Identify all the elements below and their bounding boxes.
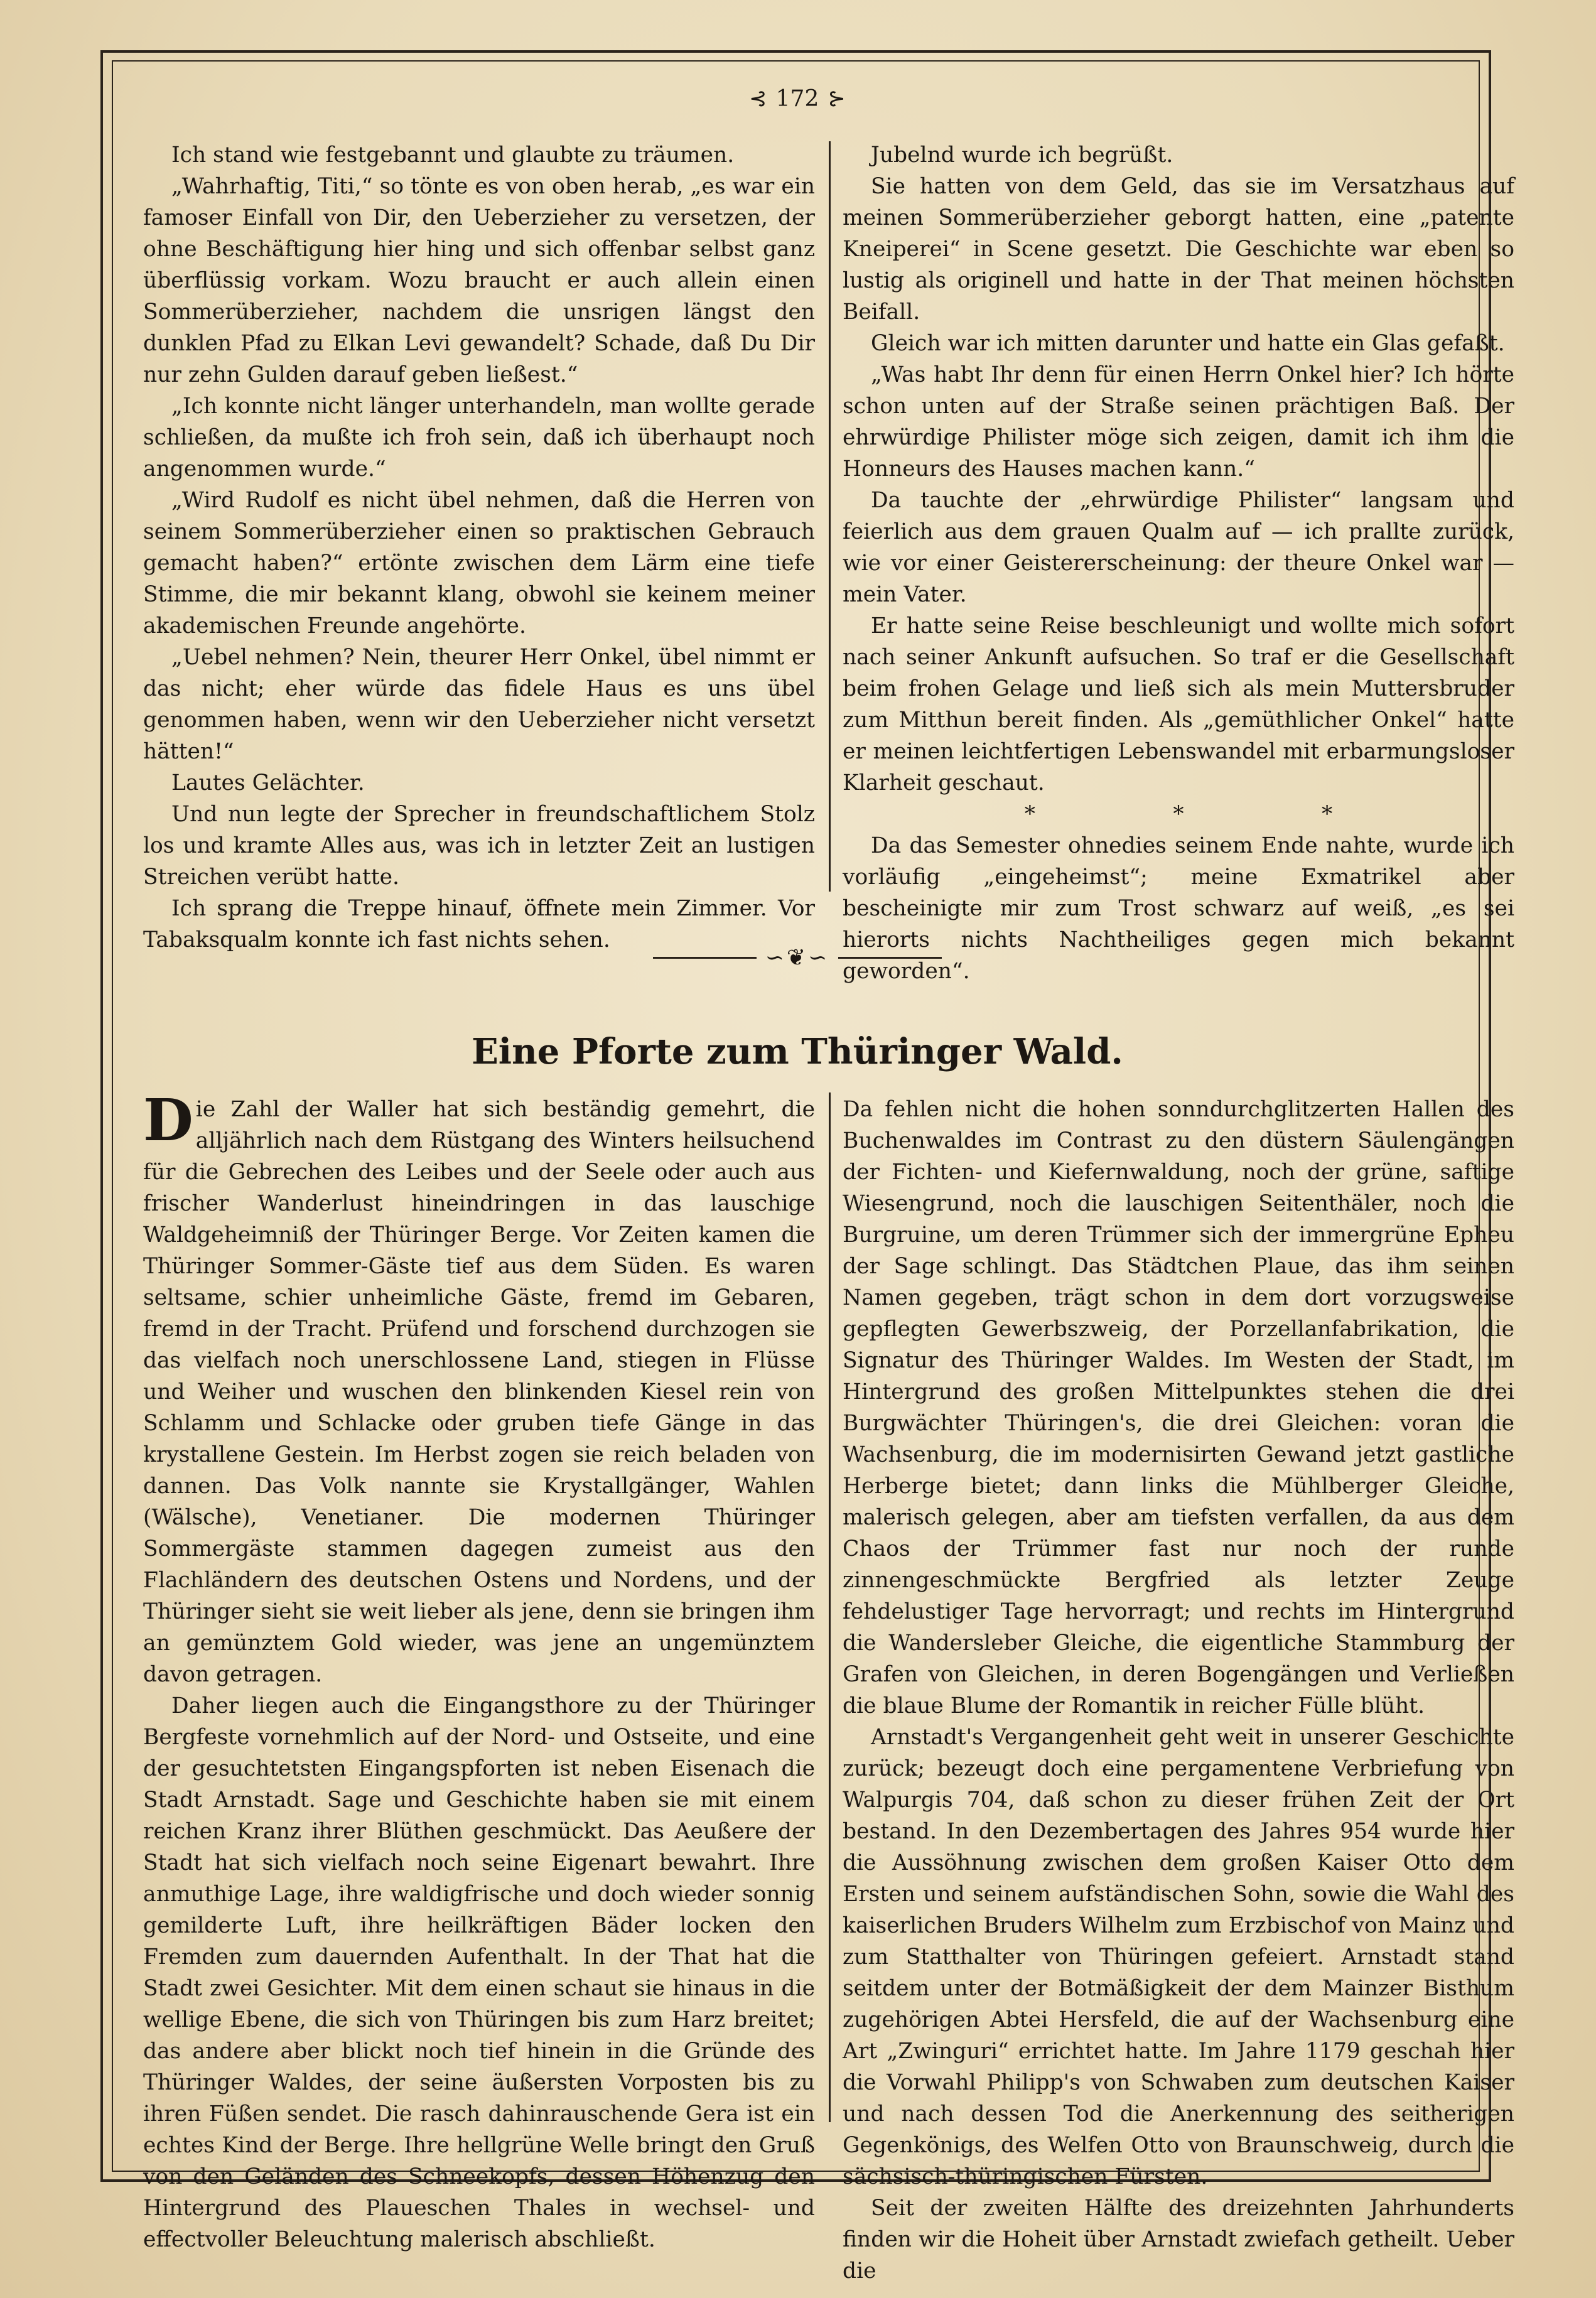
ornament-left-icon: ⊰ xyxy=(749,86,767,111)
column-rule-bottom xyxy=(829,1092,831,2122)
star: * xyxy=(1024,802,1035,827)
divider-line xyxy=(653,957,757,959)
paragraph: Sie hatten von dem Geld, das sie im Versatzhaus auf meinen Sommerüberzieher geborgt hatten, eine „patente Kneiperei“ in Scene gesetzt. Die Geschichte war eben so lustig als originell und hatte in der That meinen höchsten Beifall. xyxy=(843,174,1514,325)
paragraph-text: ie Zahl der Waller hat sich beständig gemehrt, die alljährlich nach dem Rüstgang des Winters heilsuchend für die Gebrechen des Leibes und der Seele oder auch aus frischer Wanderlust hineindringen in das lauschige Waldgeheimniß der Thüringer Berge. Vor Zeiten kamen die Thüringer Sommer-Gäste tief aus dem Süden. Es waren seltsame, schier unheimliche Gäste, fremd im Gebaren, fremd in der Tracht. Prüfend und forschend durchzogen sie das vielfach noch unerschlossene Land, stiegen in Flüsse und Weiher und wuschen den blinkenden Kiesel rein von Schlamm und Schlacke oder gruben tiefe Gänge in das krystallene Gestein. Im Herbst zogen sie reich beladen von dannen. Das Volk nannte sie Krystallgänger, Wahlen (Wälsche), Venetianer. Die modernen Thüringer Sommergäste stammen dagegen zumeist aus den Flachländern des deutschen Ostens und Nordens, und der Thüringer sieht sie weit lieber als jene, denn sie bringen ihm an gemünztem Gold wieder, was jene an ungemünztem davon getragen. xyxy=(143,1097,815,1687)
star: * xyxy=(1322,802,1333,827)
drop-cap: D xyxy=(143,1086,193,1154)
article-title: Eine Pforte zum Thüringer Wald. xyxy=(472,1031,1123,1072)
article-column-right xyxy=(843,1094,1514,2284)
divider-line xyxy=(838,957,942,959)
paragraph: Da tauchte der „ehrwürdige Philister“ langsam und feierlich aus dem grauen Qualm auf — ich prallte zurück, wie vor einer Geistererscheinung: der theure Onkel war — mein Vater. xyxy=(843,488,1514,607)
paragraph: Seit der zweiten Hälfte des dreizehnten Jahrhunderts finden wir die Hoheit über Arnstadt zwiefach getheilt. Ueber die xyxy=(843,2196,1514,2284)
star: * xyxy=(1173,802,1184,827)
paragraph: Ich sprang die Treppe hinauf, öffnete mein Zimmer. Vor Tabaksqualm konnte ich fast nichts sehen. xyxy=(143,896,815,952)
paragraph: Gleich war ich mitten darunter und hatte ein Glas gefaßt. xyxy=(871,331,1505,356)
page-number-header xyxy=(735,83,860,114)
story-column-right xyxy=(843,139,1514,984)
paragraph: „Wird Rudolf es nicht übel nehmen, daß die Herren von seinem Sommerüberzieher einen so praktischen Gebrauch gemacht haben?“ ertönte zwischen dem Lärm eine tiefe Stimme, die mir bekannt klang, obwohl sie keinem meiner akademischen Freunde angehörte. xyxy=(143,488,815,639)
ornamental-divider xyxy=(653,945,942,970)
paragraph: Da das Semester ohnedies seinem Ende nahte, wurde ich vorläufig „eingeheimst“; meine Exmatrikel aber bescheinigte mir zum Trost schwarz auf weiß, „es sei hierorts nichts Nachtheiliges gegen mich bekannt geworden“. xyxy=(843,833,1514,984)
paragraph: Jubelnd wurde ich begrüßt. xyxy=(871,143,1173,168)
article-column-left xyxy=(143,1086,815,2252)
paragraph: Ich stand wie festgebannt und glaubte zu träumen. xyxy=(171,143,735,168)
paragraph: Und nun legte der Sprecher in freundschaftlichem Stolz los und kramte Alles aus, was ich in letzter Zeit an lustigen Streichen verübt hatte. xyxy=(143,802,815,890)
page-number: 172 xyxy=(775,85,819,112)
paragraph: Daher liegen auch die Eingangsthore zu der Thüringer Bergfeste vornehmlich auf der Nord- und Ostseite, und eine der gesuchtetsten Eingangspforten ist neben Eisenach die Stadt Arnstadt. Sage und Geschichte haben sie mit einem reichen Kranz ihrer Blüthen geschmückt. Das Aeußere der Stadt hat sich vielfach noch seine Eigenart bewahrt. Ihre anmuthige Lage, ihre waldigfrische und doch wieder sonnig gemilderte Luft, ihre heilkräftigen Bäder locken den Fremden zum dauernden Aufenthalt. In der That hat die Stadt zwei Gesichter. Mit dem einen schaut sie hinaus in die wellige Ebene, die sich von Thüringen bis zum Harz breitet; das andere aber blickt noch tief hinein in die Gründe des Thüringer Waldes, der seine äußersten Vorposten bis zu ihren Füßen sendet. Die rasch dahinrauschende Gera ist ein echtes Kind der Berge. Ihre hellgrüne Welle bringt den Gruß von den Geländen des Schneekopfs, dessen Höhenzug den Hintergrund des Plaueschen Thales in wechsel- und effectvoller Beleuchtung malerisch abschließt. xyxy=(143,1693,815,2252)
paragraph: Da fehlen nicht die hohen sonndurchglitzerten Hallen des Buchenwaldes im Contrast zu den düstern Säulengängen der Fichten- und Kiefernwaldung, noch der grüne, saftige Wiesengrund, noch die lauschigen Seitenthäler, noch die Burgruine, um deren Trümmer sich der immergrüne Epheu der Sage schlingt. Das Städtchen Plaue, das ihm seinen Namen gegeben, trägt schon in dem dort vorzugsweise gepflegten Gewerbszweig, der Porzellanfabrikation, die Signatur des Thüringer Waldes. Im Westen der Stadt, im Hintergrund des großen Mittelpunktes stehen die drei Burgwächter Thüringen's, die drei Gleichen: voran die Wachsenburg, die im modernisirten Gewand jetzt gastliche Herberge bietet; dann links die Mühlberger Gleiche, malerisch gelegen, aber am tiefsten verfallen, da aus dem Chaos der Trümmer fast nur noch der runde zinnengeschmückte Bergfried als letzter Zeuge fehdelustiger Tage hervorragt; und rechts im Hintergrund die Wandersleber Gleiche, die eigentliche Stammburg der Grafen von Gleichen, in deren Bogengängen und Verließen die blaue Blume der Romantik in reicher Fülle blüht. xyxy=(843,1097,1514,1718)
ornament-right-icon: ⊱ xyxy=(828,86,846,111)
story-column-left xyxy=(143,139,815,952)
paragraph: „Was habt Ihr denn für einen Herrn Onkel hier? Ich hörte schon unten auf der Straße seinen prächtigen Baß. Der ehrwürdige Philister möge sich zeigen, damit ich ihm die Honneurs des Hauses machen kann.“ xyxy=(843,362,1514,482)
paragraph: Arnstadt's Vergangenheit geht weit in unserer Geschichte zurück; bezeugt doch eine pergamentene Verbriefung von Walpurgis 704, daß schon zu dieser frühen Zeit der Ort bestand. In den Dezembertagen des Jahres 954 wurde hier die Aussöhnung zwischen dem großen Kaiser Otto dem Ersten und seinem aufständischen Sohn, sowie die Wahl des kaiserlichen Bruders Wilhelm zum Erzbischof von Mainz und zum Statthalter von Thüringen gefeiert. Arnstadt stand seitdem unter der Botmäßigkeit der dem Mainzer Bisthum zugehörigen Abtei Hersfeld, die auf der Wachsenburg eine Art „Zwinguri“ errichtet hatte. Im Jahre 1179 geschah hier die Vorwahl Philipp's von Schwaben zum deutschen Kaiser und nach dessen Tod die Anerkennung des seitherigen Gegenkönigs, des Welfen Otto von Braunschweig, durch die sächsisch-thüringischen Fürsten. xyxy=(843,1725,1514,2189)
paragraph xyxy=(143,1086,815,1690)
paragraph: „Uebel nehmen? Nein, theurer Herr Onkel, übel nimmt er das nicht; eher würde das fidele Haus es uns übel genommen haben, wenn wir den Ueberzieher nicht versetzt hätten!“ xyxy=(143,645,815,764)
paragraph: Er hatte seine Reise beschleunigt und wollte mich sofort nach seiner Ankunft aufsuchen. So traf er die Gesellschaft beim frohen Gelage und ließ sich als mein Muttersbruder zum Mitthun bereit finden. Als „gemüthlicher Onkel“ hatte er meinen leichtfertigen Lebenswandel mit erbarmungsloser Klarheit geschaut. xyxy=(843,613,1514,796)
section-break-stars xyxy=(843,799,1514,830)
paragraph: „Wahrhaftig, Titi,“ so tönte es von oben herab, „es war ein famoser Einfall von Dir, den Ueberzieher zu versetzen, der ohne Beschäftigung hier hing und sich offenbar selbst ganz überflüssig vorkam. Wozu braucht er auch allein einen Sommerüberzieher, nachdem die unsrigen längst den dunklen Pfad zu Elkan Levi gewandelt? Schade, daß Du Dir nur zehn Gulden darauf geben ließest.“ xyxy=(143,174,815,387)
column-rule-top xyxy=(829,141,831,892)
paragraph: „Ich konnte nicht länger unterhandeln, man wollte gerade schließen, da mußte ich froh sein, daß ich überhaupt noch angenommen wurde.“ xyxy=(143,394,815,482)
paragraph: Lautes Gelächter. xyxy=(171,770,365,796)
flourish-icon: ∽❦∽ xyxy=(765,944,830,971)
